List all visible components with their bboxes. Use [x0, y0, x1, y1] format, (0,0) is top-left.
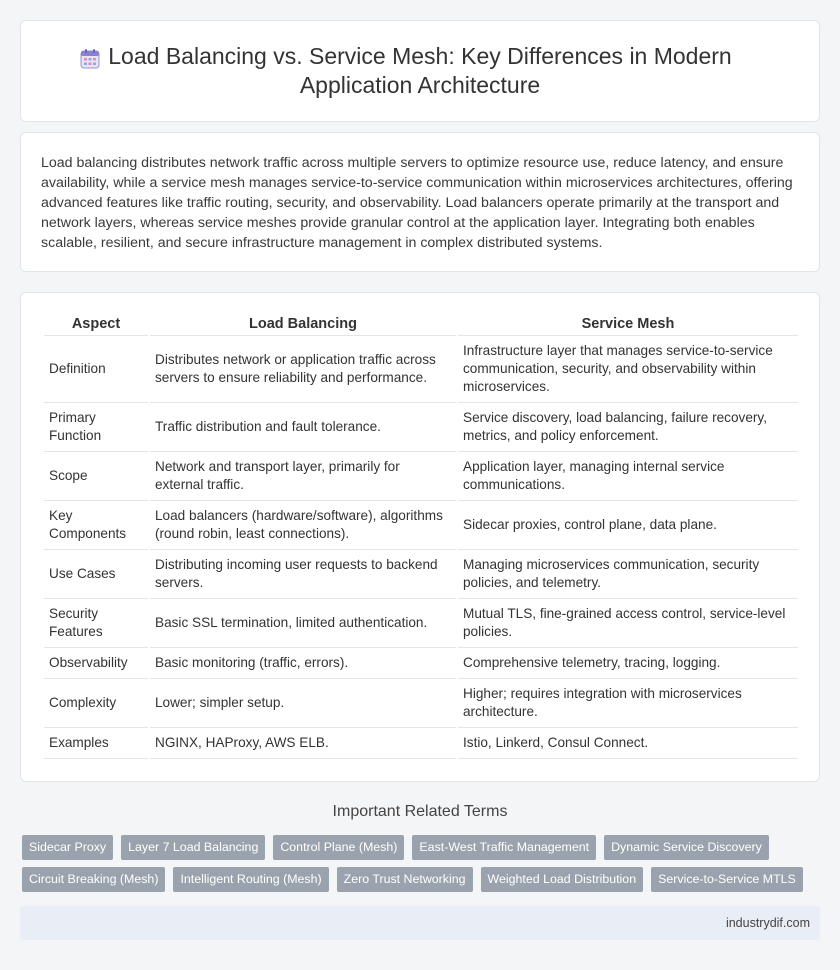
related-term-tag[interactable]: Service-to-Service MTLS [651, 867, 803, 892]
related-term-tag[interactable]: Intelligent Routing (Mesh) [173, 867, 328, 892]
related-term-tag[interactable]: Control Plane (Mesh) [273, 835, 404, 860]
row-load-balancing: Distributing incoming user requests to backend servers. [150, 550, 456, 599]
related-term-tag[interactable]: Sidecar Proxy [22, 835, 113, 860]
related-term-tag[interactable]: Weighted Load Distribution [481, 867, 644, 892]
related-term-tag[interactable]: Zero Trust Networking [337, 867, 473, 892]
table-row [44, 679, 798, 728]
row-load-balancing: Traffic distribution and fault tolerance. [150, 403, 456, 452]
comparison-table [42, 306, 800, 759]
row-load-balancing: Basic SSL termination, limited authentication. [150, 599, 456, 648]
summary-card [20, 132, 820, 272]
footer [20, 906, 820, 940]
calendar-grid-icon [79, 48, 101, 70]
table-row [44, 648, 798, 679]
row-load-balancing: Basic monitoring (traffic, errors). [150, 648, 456, 679]
table-row [44, 599, 798, 648]
table-row [44, 550, 798, 599]
row-service-mesh: Sidecar proxies, control plane, data plane. [458, 501, 798, 550]
row-service-mesh: Infrastructure layer that manages service-to-service communication, security, and observability within microservices. [458, 336, 798, 403]
row-load-balancing: Distributes network or application traffic across servers to ensure reliability and performance. [150, 336, 456, 403]
related-term-tag[interactable]: Layer 7 Load Balancing [121, 835, 265, 860]
related-terms-list [22, 835, 812, 892]
table-row [44, 336, 798, 403]
table-row [44, 452, 798, 501]
header-aspect: Aspect [44, 306, 148, 336]
row-aspect: Primary Function [44, 403, 148, 452]
comparison-table-card [20, 292, 820, 782]
header-service-mesh: Service Mesh [458, 306, 798, 336]
summary-text: Load balancing distributes network traffic across multiple servers to optimize resource use, reduce latency, and ensure availability, while a service mesh manages service-to-service communication within microservices architectures, offering advanced features like traffic routing, security, and observability. Load balancers operate primarily at the transport and network layers, whereas service meshes provide granular control at the application layer. Integrating both enables scalable, resilient, and secure infrastructure management in complex distributed systems. [41, 155, 793, 251]
row-service-mesh: Istio, Linkerd, Consul Connect. [458, 728, 798, 759]
table-row [44, 501, 798, 550]
footer-site-link[interactable]: industrydif.com [725, 916, 810, 930]
row-service-mesh: Higher; requires integration with microservices architecture. [458, 679, 798, 728]
row-aspect: Observability [44, 648, 148, 679]
row-load-balancing: Lower; simpler setup. [150, 679, 456, 728]
row-load-balancing: Load balancers (hardware/software), algorithms (round robin, least connections). [150, 501, 456, 550]
row-aspect: Use Cases [44, 550, 148, 599]
related-term-tag[interactable]: Circuit Breaking (Mesh) [22, 867, 165, 892]
table-row [44, 403, 798, 452]
row-aspect: Key Components [44, 501, 148, 550]
row-aspect: Scope [44, 452, 148, 501]
header-load-balancing: Load Balancing [150, 306, 456, 336]
row-load-balancing: Network and transport layer, primarily for external traffic. [150, 452, 456, 501]
row-aspect: Security Features [44, 599, 148, 648]
row-service-mesh: Mutual TLS, fine-grained access control, service-level policies. [458, 599, 798, 648]
row-load-balancing: NGINX, HAProxy, AWS ELB. [150, 728, 456, 759]
related-term-tag[interactable]: Dynamic Service Discovery [604, 835, 769, 860]
row-service-mesh: Comprehensive telemetry, tracing, logging. [458, 648, 798, 679]
related-term-tag[interactable]: East-West Traffic Management [412, 835, 596, 860]
row-service-mesh: Managing microservices communication, security policies, and telemetry. [458, 550, 798, 599]
row-service-mesh: Application layer, managing internal service communications. [458, 452, 798, 501]
page-title: Load Balancing vs. Service Mesh: Key Differences in Modern Application Architecture [108, 43, 732, 98]
row-service-mesh: Service discovery, load balancing, failure recovery, metrics, and policy enforcement. [458, 403, 798, 452]
row-aspect: Examples [44, 728, 148, 759]
table-header-row [44, 306, 798, 336]
table-row [44, 728, 798, 759]
row-aspect: Complexity [44, 679, 148, 728]
related-terms-title: Important Related Terms [332, 803, 508, 820]
row-aspect: Definition [44, 336, 148, 403]
title-card [20, 20, 820, 122]
